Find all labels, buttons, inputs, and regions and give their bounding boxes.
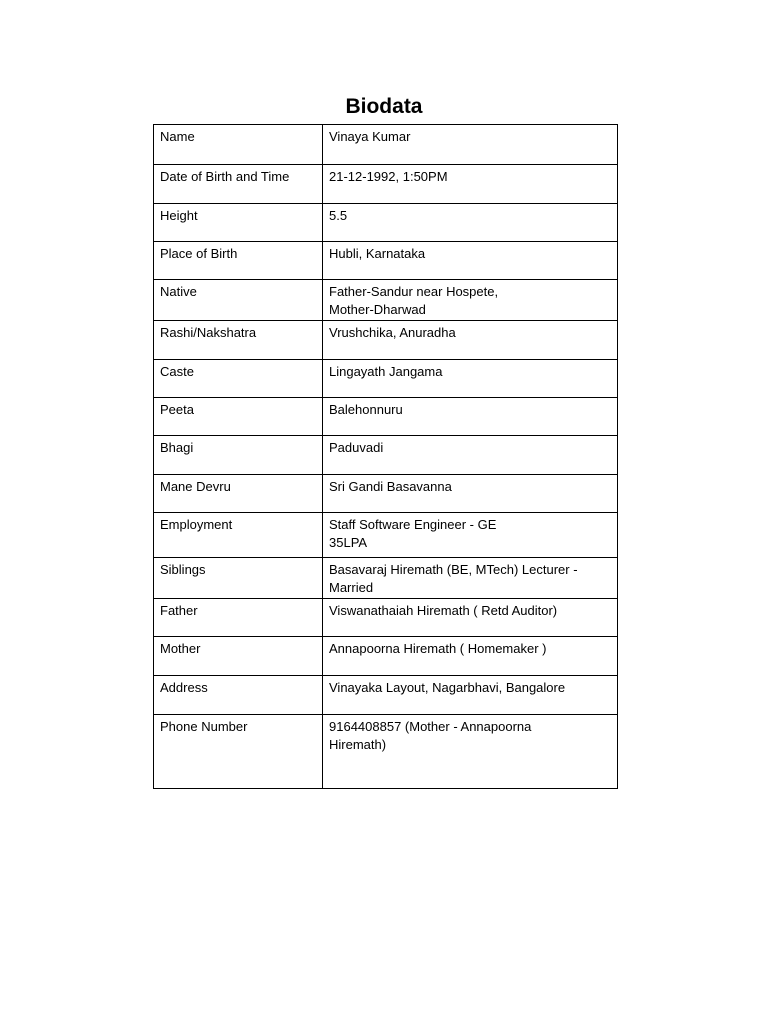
biodata-table (153, 124, 618, 789)
table-row (154, 475, 618, 513)
field-value-line: Mother-Dharwad (329, 302, 426, 317)
field-label-text: Rashi/Nakshatra (160, 325, 257, 340)
field-label-text: Father (160, 603, 198, 618)
field-value-line: Viswanathaiah Hiremath ( Retd Auditor) (329, 603, 558, 618)
field-value-line: Vinayaka Layout, Nagarbhavi, Bangalore (329, 680, 566, 695)
field-label (154, 513, 323, 558)
table-row (154, 715, 618, 789)
field-label (154, 398, 323, 436)
field-label-text: Siblings (160, 562, 206, 577)
field-label-text: Height (160, 208, 198, 223)
field-value (323, 321, 618, 360)
field-label (154, 165, 323, 204)
table-row (154, 321, 618, 360)
field-label (154, 436, 323, 475)
field-value (323, 637, 618, 676)
table-row (154, 599, 618, 637)
field-label (154, 475, 323, 513)
field-label (154, 558, 323, 599)
field-label (154, 715, 323, 789)
field-value-line: 21-12-1992, 1:50PM (329, 169, 448, 184)
field-value-line: 5.5 (329, 208, 348, 223)
field-value-line: Vinaya Kumar (329, 129, 411, 144)
field-label-text: Date of Birth and Time (160, 169, 290, 184)
table-row (154, 436, 618, 475)
field-label-text: Bhagi (160, 440, 194, 455)
field-value (323, 513, 618, 558)
field-label (154, 360, 323, 398)
table-row (154, 398, 618, 436)
field-value (323, 599, 618, 637)
field-value (323, 558, 618, 599)
field-label-text: Mother (160, 641, 201, 656)
field-label-text: Name (160, 129, 195, 144)
field-value (323, 475, 618, 513)
field-value (323, 165, 618, 204)
field-label (154, 242, 323, 280)
field-label (154, 125, 323, 165)
field-value (323, 360, 618, 398)
field-value (323, 398, 618, 436)
field-label-text: Address (160, 680, 208, 695)
field-label-text: Place of Birth (160, 246, 238, 261)
table-row (154, 165, 618, 204)
field-value-line: Paduvadi (329, 440, 384, 455)
table-row (154, 558, 618, 599)
field-label-text: Mane Devru (160, 479, 231, 494)
field-value-line: Basavaraj Hiremath (BE, MTech) Lecturer - (329, 562, 578, 577)
field-value-line: Balehonnuru (329, 402, 403, 417)
field-value-line: Hiremath) (329, 737, 387, 752)
field-value-line: Hubli, Karnataka (329, 246, 426, 261)
field-label (154, 280, 323, 321)
field-value-line: Vrushchika, Anuradha (329, 325, 456, 340)
table-row (154, 125, 618, 165)
field-label-text: Native (160, 284, 197, 299)
field-value-line: 35LPA (329, 535, 368, 550)
field-value (323, 715, 618, 789)
table-row (154, 280, 618, 321)
field-value-line: Father-Sandur near Hospete, (329, 284, 499, 299)
field-value (323, 436, 618, 475)
field-label-text: Phone Number (160, 719, 248, 734)
field-label-text: Caste (160, 364, 194, 379)
field-value-line: Annapoorna Hiremath ( Homemaker ) (329, 641, 547, 656)
table-row (154, 204, 618, 242)
table-row (154, 360, 618, 398)
field-label (154, 204, 323, 242)
table-row (154, 242, 618, 280)
page-title: Biodata (345, 95, 423, 118)
field-value (323, 204, 618, 242)
field-label-text: Employment (160, 517, 233, 532)
table-row (154, 513, 618, 558)
field-label-text: Peeta (160, 402, 194, 417)
field-value-line: 9164408857 (Mother - Annapoorna (329, 719, 532, 734)
biodata-table-body (154, 125, 618, 789)
field-value (323, 280, 618, 321)
field-value (323, 676, 618, 715)
field-label (154, 321, 323, 360)
field-value (323, 242, 618, 280)
field-value (323, 125, 618, 165)
field-label (154, 637, 323, 676)
table-row (154, 637, 618, 676)
field-label (154, 599, 323, 637)
field-value-line: Sri Gandi Basavanna (329, 479, 452, 494)
table-row (154, 676, 618, 715)
field-value-line: Staff Software Engineer - GE (329, 517, 497, 532)
field-value-line: Married (329, 580, 374, 595)
field-label (154, 676, 323, 715)
field-value-line: Lingayath Jangama (329, 364, 443, 379)
